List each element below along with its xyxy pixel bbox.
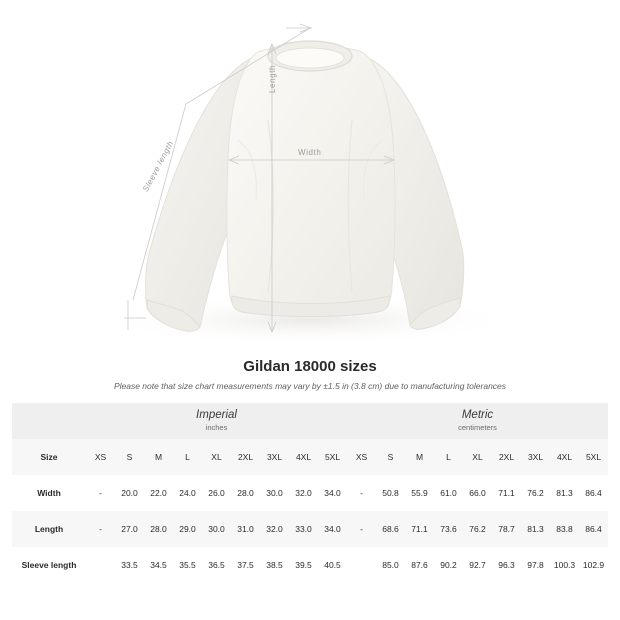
imperial-value-cell: 20.0 (115, 475, 144, 511)
metric-value-cell: 68.6 (376, 511, 405, 547)
size-header-cell: XL (463, 439, 492, 475)
size-header-cell: S (115, 439, 144, 475)
unit-system-unit: inches (205, 423, 228, 432)
size-header-cell: 3XL (260, 439, 289, 475)
metric-value-cell: 86.4 (579, 511, 608, 547)
metric-value-cell: - (347, 475, 376, 511)
imperial-value-cell: 40.5 (318, 547, 347, 583)
unit-system-name: Metric (461, 409, 494, 421)
imperial-value-cell: 33.5 (115, 547, 144, 583)
metric-value-cell: 55.9 (405, 475, 434, 511)
imperial-value-cell: 34.5 (144, 547, 173, 583)
metric-value-cell: 92.7 (463, 547, 492, 583)
metric-value-cell: 71.1 (492, 475, 521, 511)
metric-value-cell: 102.9 (579, 547, 608, 583)
imperial-value-cell: - (86, 511, 115, 547)
imperial-value-cell: 31.0 (231, 511, 260, 547)
size-header-cell: 5XL (579, 439, 608, 475)
size-header-cell: L (434, 439, 463, 475)
metric-value-cell: 87.6 (405, 547, 434, 583)
width-label: Width (298, 148, 322, 157)
sweatshirt-body (227, 46, 395, 317)
size-header-cell: XS (347, 439, 376, 475)
unit-system-name: Imperial (196, 409, 237, 421)
imperial-value-cell (86, 547, 115, 583)
imperial-value-cell: 38.5 (260, 547, 289, 583)
length-label: Length (268, 64, 277, 93)
unit-system-row (12, 403, 608, 439)
imperial-value-cell: 28.0 (231, 475, 260, 511)
metric-value-cell: 96.3 (492, 547, 521, 583)
size-header-cell: 5XL (318, 439, 347, 475)
metric-value-cell: 50.8 (376, 475, 405, 511)
unit-system-cell (86, 403, 347, 439)
size-header-cell: 3XL (521, 439, 550, 475)
metric-value-cell: 86.4 (579, 475, 608, 511)
size-chart-container (0, 403, 620, 583)
metric-value-cell: 66.0 (463, 475, 492, 511)
metric-value-cell: 73.6 (434, 511, 463, 547)
size-header-cell: 2XL (231, 439, 260, 475)
table-row (12, 547, 608, 583)
size-header-cell: XL (202, 439, 231, 475)
sleeve-length-label: Sleeve length (141, 139, 176, 194)
metric-value-cell: 81.3 (521, 511, 550, 547)
imperial-value-cell: 35.5 (173, 547, 202, 583)
size-header-cell: S (376, 439, 405, 475)
metric-value-cell: 61.0 (434, 475, 463, 511)
imperial-value-cell: 30.0 (260, 475, 289, 511)
imperial-value-cell: 34.0 (318, 511, 347, 547)
imperial-value-cell: 34.0 (318, 475, 347, 511)
imperial-value-cell: 39.5 (289, 547, 318, 583)
unit-system-spacer (12, 403, 86, 439)
measurement-label: Sleeve length (12, 547, 86, 583)
measurement-label: Width (12, 475, 86, 511)
size-header-row (12, 439, 608, 475)
imperial-value-cell: 26.0 (202, 475, 231, 511)
imperial-value-cell: - (86, 475, 115, 511)
tolerance-note: Please note that size chart measurements may vary by ±1.5 in (3.8 cm) due to manufacturing tolerances (113, 381, 507, 391)
metric-value-cell: 81.3 (550, 475, 579, 511)
imperial-value-cell: 37.5 (231, 547, 260, 583)
imperial-value-cell: 24.0 (173, 475, 202, 511)
size-header-cell: 4XL (550, 439, 579, 475)
imperial-value-cell: 33.0 (289, 511, 318, 547)
imperial-value-cell: 32.0 (289, 475, 318, 511)
metric-value-cell: 90.2 (434, 547, 463, 583)
unit-system-unit: centimeters (458, 423, 497, 432)
imperial-value-cell: 22.0 (144, 475, 173, 511)
imperial-value-cell: 29.0 (173, 511, 202, 547)
metric-value-cell: 83.8 (550, 511, 579, 547)
imperial-value-cell: 27.0 (115, 511, 144, 547)
collar-inner (276, 48, 344, 68)
size-header-cell: XS (86, 439, 115, 475)
metric-value-cell: 97.8 (521, 547, 550, 583)
imperial-value-cell: 32.0 (260, 511, 289, 547)
table-row (12, 475, 608, 511)
metric-value-cell: 71.1 (405, 511, 434, 547)
metric-value-cell: 85.0 (376, 547, 405, 583)
imperial-value-cell: 36.5 (202, 547, 231, 583)
metric-value-cell: 78.7 (492, 511, 521, 547)
metric-value-cell (347, 547, 376, 583)
size-header-cell: M (144, 439, 173, 475)
size-header-cell: 4XL (289, 439, 318, 475)
size-header-cell: M (405, 439, 434, 475)
page-title: Gildan 18000 sizes (243, 358, 377, 375)
metric-value-cell: 100.3 (550, 547, 579, 583)
size-header-cell: L (173, 439, 202, 475)
metric-value-cell: - (347, 511, 376, 547)
size-header-label: Size (12, 439, 86, 475)
metric-value-cell: 76.2 (463, 511, 492, 547)
measurement-label: Length (12, 511, 86, 547)
imperial-value-cell: 28.0 (144, 511, 173, 547)
size-header-cell: 2XL (492, 439, 521, 475)
unit-system-cell (347, 403, 608, 439)
table-row (12, 511, 608, 547)
metric-value-cell: 76.2 (521, 475, 550, 511)
size-chart-table (12, 403, 608, 583)
imperial-value-cell: 30.0 (202, 511, 231, 547)
title-block (0, 358, 620, 391)
